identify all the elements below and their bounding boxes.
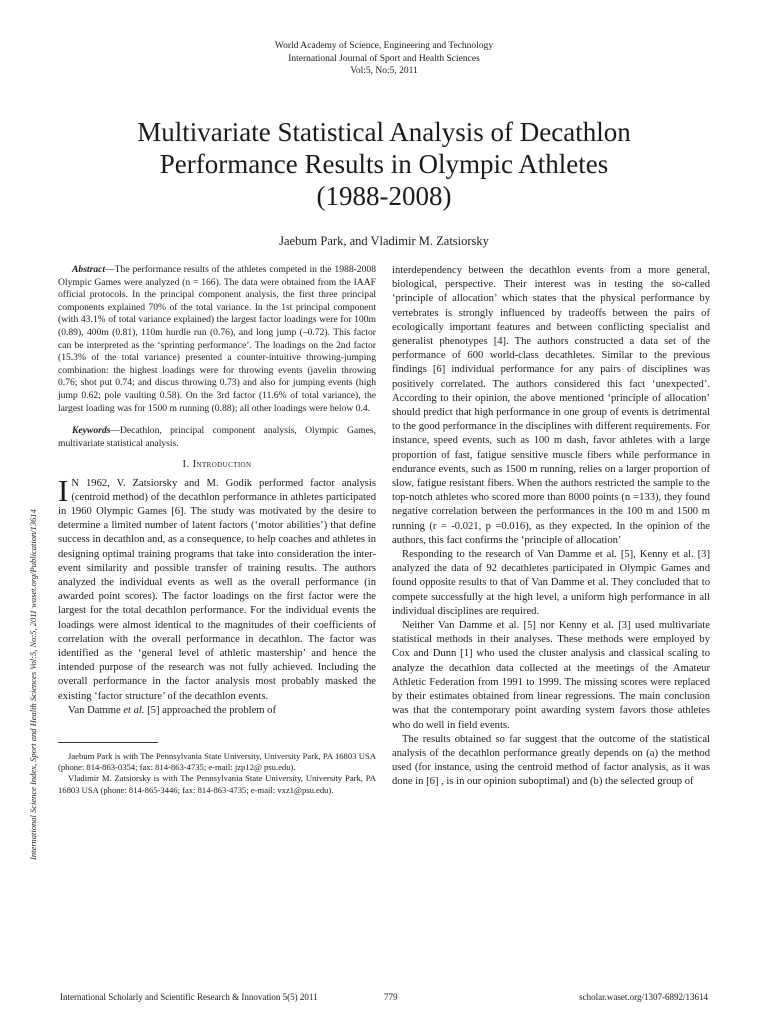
intro-p2-etal: et al. (123, 704, 145, 716)
abstract-text: —The performance results of the athletes competed in the 1988-2008 Olympic Games were analyzed (n = 166). The data were obtained from the IAAF official protocols. In the principal component analysis, the first three principal components explained 70% of the total variance. In the 1st principal component (with 43.1% of total variance explained) the largest factor loadings were for 100m (0.89), 400m (0.81), 110m hurdle run (0.76), and long jump (–0.72). This factor can be interpreted as the ‘sprinting performance’. The loadings on the 2nd factor (15.3% of the total variance) presented a counter-intuitive throwing-jumping combination: the highest loadings were for throwing events (javelin throwing 0.76; shot put 0.74; and discus throwing 0.73) and also for jumping events (high jump 0.62; pole vaulting 0.58). On the 3rd factor (11.6% of total variance), the largest loading was for 1500 m running (0.88); all other loadings were below 0.4. (58, 264, 376, 414)
keywords-label: Keywords (72, 425, 111, 437)
title-line-1: Multivariate Statistical Analysis of Decathlon (137, 117, 631, 147)
intro-p2-start: Van Damme (68, 704, 124, 716)
header-line-2: International Journal of Sport and Health Sciences (288, 53, 480, 64)
journal-header (0, 40, 768, 78)
right-paragraph-1: interdependency between the decathlon events from a more general, biological, perspective. Their interest was in testing the so-called ‘principle of allocation’ which states that the physical performance by vertebrates is strongly influenced by tradeoffs between the pairs of ecologically important features and between conflicting specialist and generalist phenotypes [4]. The authors constructed a data set of the performance of 600 world-class decathletes. Similar to the previous findings [6] individual performance for any pairs of disciplines was positively correlated. The authors considered this fact ‘unexpected’. According to their opinion, the above mentioned ‘principle of allocation’ should predict that high performance in one group of events is detrimental to the good performance in the disciplines with different requirements. For instance, speed events, such as 100 m dash, favor athletes with a large proportion of fast, fatigue sensitive muscle fibers while performance in endurance events, such as 1500 m running, relies on a larger proportion of slow, fatigue resistant fibers. When the authors restricted the sample to the top-notch athletes who scored more than 8000 points (n =133), they found negative correlation between the performances in the 100 m and 1500 m running (r = -0.021, p =0.016), as they expected. In the opinion of the authors, this fact confirms the ‘principle of allocation’ (392, 265, 710, 546)
footnote-2: Vladimir M. Zatsiorsky is with The Pennsylvania State University, University Park, PA 16803 USA (phone: 814-865-3446; fax: 814-863-4735; e-mail: vxz1@psu.edu). (58, 773, 376, 795)
footer-url: scholar.waset.org/1307-6892/13614 (579, 992, 708, 1002)
section-title: Introduction (192, 459, 252, 471)
footer-publisher: International Scholarly and Scientific Research & Innovation 5(5) 2011 (60, 992, 318, 1002)
section-number: I. (182, 459, 190, 471)
section-heading-introduction (58, 458, 376, 472)
left-column (58, 264, 376, 796)
drop-cap: I (58, 472, 69, 508)
side-citation: International Science Index, Sport and Health Sciences Vol:5, No:5, 2011 waset.org/Publication/13614 (28, 509, 38, 860)
page-number: 779 (384, 992, 398, 1002)
footnote-rule (58, 742, 158, 743)
right-paragraph-2: Responding to the research of Van Damme et al. [5], Kenny et al. [3] analyzed the data of 92 decathletes participated in Olympic Games and found opposite results to that of Van Damme et al. They concluded that to compete successfully at the high level, a uniform high performance in all individual disciplines are required. (392, 549, 710, 617)
intro-paragraph-1 (58, 472, 376, 704)
right-column (392, 264, 710, 790)
paper-title (60, 116, 708, 212)
right-paragraph-3: Neither Van Damme et al. [5] nor Kenny et al. [3] used multivariate statistical methods in their analyses. These methods were employed by Cox and Dunn [1] who used the cluster analysis and classical scaling to analyze the decathlon data collected at the meetings of the Amateur Athletic Federation from 1991 to 1999. The missing scores were replaced by their estimates obtained from linear regressions. The main conclusion was that the contemporary point awarding system favors those athletes who do well in field events. (392, 620, 710, 731)
title-line-3: (1988-2008) (316, 181, 452, 211)
footnote-1: Jaebum Park is with The Pennsylvania State University, University Park, PA 16803 USA (phone: 814-863-0354; fax: 814-863-4735; e-mail: jzp12@ psu.edu). (58, 750, 376, 773)
keywords-text: —Decathlon, principal component analysis, Olympic Games, multivariate statistical analysis. (58, 425, 376, 449)
author-list: Jaebum Park, and Vladimir M. Zatsiorsky (279, 234, 489, 248)
abstract (58, 264, 376, 415)
intro-paragraph-2 (58, 704, 376, 718)
title-line-2: Performance Results in Olympic Athletes (159, 149, 609, 179)
right-paragraph-4: The results obtained so far suggest that the outcome of the statistical analysis of the decathlon performance greatly depends on (a) the method used (for instance, using the centroid method of factor analysis, as it was done in [6] , is in our opinion suboptimal) and (b) the selected group of (392, 733, 710, 788)
header-line-3: Vol:5, No:5, 2011 (350, 66, 418, 76)
abstract-label: Abstract (72, 264, 106, 275)
header-line-1: World Academy of Science, Engineering and Technology (274, 41, 494, 51)
keywords (58, 425, 376, 450)
intro-p2-end: [5] approached the problem of (144, 704, 276, 716)
intro-p1-text: N 1962, V. Zatsiorsky and M. Godik performed factor analysis (centroid method) of the decathlon performance in athletes participated in 1960 Olympic Games [6]. The study was motivated by the desire to determine a limited number of latent factors (‘motor abilities’) that define success in decathlon and, as a consequence, to help coaches and athletes in designing optimal training programs that take into consideration the inter-event similarity and possible transfer of training results. The authors analyzed the individual events as well as the overall performance (in awarded point scores). The factor loadings on the first factor were the largest for the total decathlon performance. For the individual events the loadings were almost identical to the magnitudes of their coefficients of correlation with the overall performance in decathlon. The factor was identified as the ‘general level of athletic mastership’ and hence the intended purpose of the research was not fully achieved. Including the overall performance in the factor analysis most probably masked the existing ‘factor structure’ of the decathlon events. (58, 477, 376, 702)
